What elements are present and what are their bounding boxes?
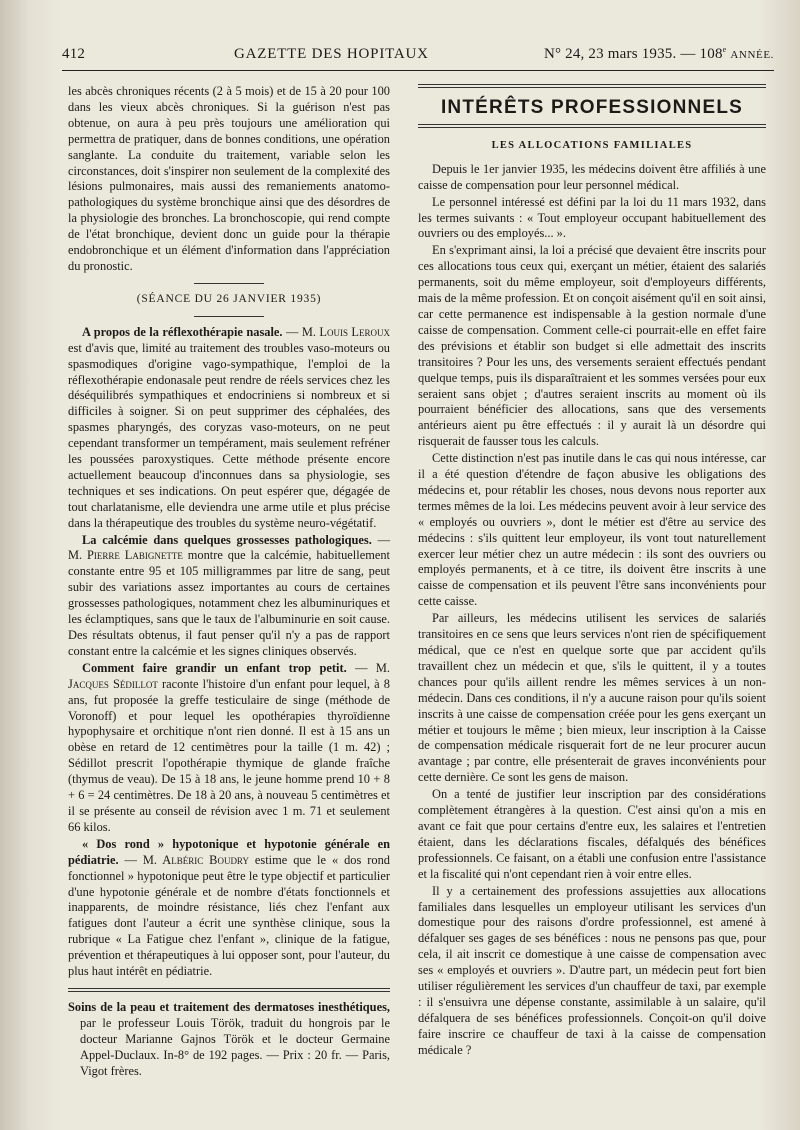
page-number: 412 xyxy=(62,46,86,62)
book-details: par le professeur Louis Török, traduit du hongrois par le docteur Marianne Gajnos Török et le docteur Germaine Appel-Duclaux. In-8° de 192 pages. — Prix : 20 fr. — Paris, Vigot frères. xyxy=(80,1015,390,1078)
article-text: montre que la calcémie, habituellement constante entre 95 et 105 milligrammes par litre de sang, peut subir des variations assez importantes au cours de certaines grossesses pathologiques, notamment chez les albuminuriques et les éclamptiques, sans que le taux de l'albuminurie en soit cause. Des résultats obtenus, il faut penser qu'il n'y a pas de rapport constant entre la calcémie et les signes cliniques observés. xyxy=(68,548,390,658)
right-column xyxy=(418,84,766,1059)
short-rule xyxy=(194,283,264,284)
double-rule xyxy=(418,124,766,128)
header-rule xyxy=(62,70,774,71)
seance-heading: (SÉANCE DU 26 JANVIER 1935) xyxy=(136,292,322,305)
double-rule xyxy=(418,84,766,88)
article-enfant-petit xyxy=(68,661,390,836)
article-text: raconte l'histoire d'un enfant pour lequel, à 8 ans, fut proposée la greffe testiculaire de singe (méthode de Voronoff) et pour lequel les opothérapies thyroïdienne hypophysaire et orchitique n'ont rien donné. Il est à 15 ans un obèse en retard de 12 centimètres pour la taille (1 m. 42) ; Sédillot prescrit l'opothérapie thymique de glande fraîche (thymus de veau). De 15 à 18 ans, le jeune homme prend 10 + 8 + 6 = 24 centimètres. De 18 à 20 ans, à nouveau 5 centimètres et il se présente au conseil de révision avec 1 m. 71 et seulement 66 kilos. xyxy=(68,676,390,834)
abces-paragraph: les abcès chroniques récents (2 à 5 mois) et de 15 à 20 pour 100 dans les vieux abcès chroniques. Si la guérison n'est pas obtenue, on aura à peu près toujours une amélioration qui permettra de pratiquer, dans de bonnes conditions, une opération sanglante. La conduite du traitement, variable selon les circonstances, doit s'inspirer non seulement de la complexité des lésions pulmonaires, mais aussi des remaniements anatomo-pathologiques du système bronchique ainsi que des désordres de la physiologie des bronches. La bronchoscopie, qui rend compte de l'état bronchique, devient donc un guide pour la thérapie endobronchique et un élément d'information dans l'appréciation du pronostic. xyxy=(68,84,390,273)
article-author: — M. Albéric Boudry xyxy=(124,852,249,867)
article-title: La calcémie dans quelques grossesses pathologiques. xyxy=(82,532,372,547)
paragraph: Il y a certainement des professions assujetties aux allocations familiales dans lesquelles un employeur utilisant les services d'un domestique pour des raisons d'ordre professionnel, est amené à défalquer ses gages de ses bénéfices : nous ne pensons pas que, pour cela, il ait inscrit ce domestique à une caisse de compensation avec ses « employés et ouvriers ». D'autre part, un médecin peut fort bien utiliser régulièrement les services d'un chauffeur de taxi, par exemple : il s'ensuivra une dépense constante, assimilable à un salaire, qu'il défalquera de ses bénéfices professionnels. Conçoit-on qu'il doive faire inscrire ce chauffeur de taxi à la caisse de compensation médicale ? xyxy=(418,883,766,1057)
short-rule xyxy=(194,316,264,317)
paragraph: Le personnel intéressé est défini par la loi du 11 mars 1932, dans les termes suivants : « Tout employeur occupant habituellement des ouvriers ou des employés... ». xyxy=(418,194,766,241)
paragraph: Depuis le 1er janvier 1935, les médecins doivent être affiliés à une caisse de compensation pour leur personnel médical. xyxy=(418,161,766,192)
article-dos-rond xyxy=(68,837,390,980)
article-reflexotherapie xyxy=(68,325,390,532)
article-title: Comment faire grandir un enfant trop petit. xyxy=(82,660,347,675)
article-author: — M. Pierre Labignette xyxy=(68,532,390,563)
book-title: Soins de la peau et traitement des dermatoses inesthétiques, xyxy=(68,999,390,1014)
journal-title: GAZETTE DES HOPITAUX xyxy=(234,46,429,62)
article-title: « Dos rond » hypotonique et hypotonie générale en pédiatrie. xyxy=(68,836,390,867)
paragraph: On a tenté de justifier leur inscription par des considérations complètement étrangères à la question. C'est ainsi qu'on a mis en avant ce fait que pour certains d'entre eux, les salaires et l'entretien étaient, dans les déclarations fiscales, défalqués des bénéfices professionnels. Ce faisant, on a établi une confusion entre l'assistance et la fiscalité qui n'ont cependant rien à voir entre elles. xyxy=(418,787,766,881)
article-text: estime que le « dos rond fonctionnel » hypotonique peut être le type objectif et particulier d'une hypotonie générale et de nombre d'états fonctionnels et inapparents, de moindre résistance, liés chez l'enfant aux fatigues dont l'auteur a écrit une synthèse clinique, sous la rubrique « La Fatigue chez l'enfant », clinique de la fatigue, prévention et thérapeutiques à lui opposer sont, pour l'auteur, du plus haut intérêt en pédiatrie. xyxy=(68,852,390,979)
left-column xyxy=(68,84,390,1079)
double-rule xyxy=(68,988,390,992)
article-author: — M. Jacques Sédillot xyxy=(68,660,390,691)
issue-info: N° 24, 23 mars 1935. — 108e ANNÉE. xyxy=(543,45,774,62)
paragraph: Par ailleurs, les médecins utilisent les services de salariés transitoires en ce sens que leurs services n'ont rien de spécifiquement médical, que ce n'est en quelque sorte que par accident qu'ils travaillent chez un médecin et que, s'ils le quittent, il y a toutes chances pour qu'ils aillent rendre les mêmes services à un non-médecin. Dans ces conditions, il n'y a aucune raison pour qu'ils soient inscrits à une caisse de compensation créée pour les gens exerçant un métier et toujours le même ; bien mieux, leur inscription à la Caisse de compensation médicale risquerait fort de ne leur procurer aucun avantage ; par contre, elle présenterait de graves inconvénients pour cette dernière. Ce sont les gens de maison. xyxy=(418,611,766,785)
subsection-title: LES ALLOCATIONS FAMILIALES xyxy=(491,139,693,151)
article-calcemie xyxy=(68,533,390,660)
article-text: est d'avis que, limité au traitement des troubles vaso-moteurs ou spasmodiques d'origine vago-sympathique, l'emploi de la réflexothérapie endonasale peut rendre de réels services chez les déséquilibrés sympathiques et endocriniens si nombreux et si difficiles à soigner. Si on peut supprimer des céphalées, des spasmes pharyngés, des coryzas vaso-moteurs, on ne peut cependant transformer un tempérament, mais seulement refréner les poussées paroxystiques. Cette méthode présente encore actuellement beaucoup d'inconnues dans sa physiologie, ses techniques et ses indications. On peut espérer que, dégagée de tout charlatanisme, elle deviendra une arme utile et plus précise dans la thérapeutique des troubles du système neuro-végétatif. xyxy=(68,340,390,530)
section-title: INTÉRÊTS PROFESSIONNELS xyxy=(440,97,744,118)
book-notice xyxy=(68,1000,390,1080)
running-header xyxy=(62,46,774,68)
paragraph: En s'exprimant ainsi, la loi a précisé que devaient être inscrits pour ces allocations tous ceux qui, exerçant un métier, étaient des salariés permanents, soit du même employeur, soit d'employeurs différents, mais de la même profession. Et on conçoit aisément qu'il en soit ainsi, car cette permanence est indispensable à la gestion normale d'une caisse de compensation. Comment celle-ci pourrait-elle en effet faire des prévisions et établir son budget si elle admettait des inscrits transitoires ? Pour les uns, des versements seraient effectués pendant quelque temps, puis ils disparaîtraient et les sommes versées pour eux seraient sans objet ; d'autres seraient inscrits au moment où ils pourraient bénéficier des allocations, sans que des versements antérieurs aient pu être effectués : il y aurait là un désordre qui risquerait de fausser tous les calculs. xyxy=(418,243,766,449)
paragraph: Cette distinction n'est pas inutile dans le cas qui nous intéresse, car il a été question d'étendre de façon abusive les obligations des médecins et, pour rétablir les choses, nous devons nous reporter aux termes mêmes de la loi. Les médecins peuvent avoir à leur service des « employés ou ouvriers », dont le métier est d'être au service des médecins : s'ils quittent leur employeur, ils vont tout naturellement exercer leur métier chez un autre médecin : ils sont des ouvriers ou employés permanents, et à ce titre, ils doivent être inscrits à une caisse de compensation et ils peuvent l'être sans inconvénients pour cette caisse. xyxy=(418,451,766,609)
article-title: A propos de la réflexothérapie nasale. xyxy=(82,324,283,339)
article-author: — M. Louis Leroux xyxy=(285,324,391,339)
